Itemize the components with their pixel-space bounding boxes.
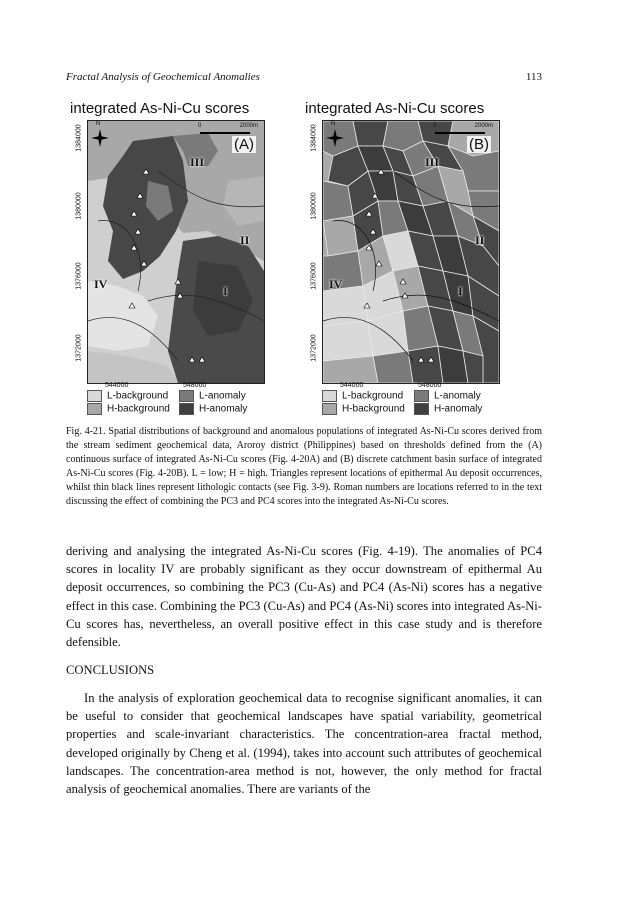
north-arrow-icon: N [91, 127, 109, 149]
y-tick-label: 1376000 [310, 262, 318, 290]
legend-item: H-anomaly [414, 403, 482, 415]
map-panel-a [65, 100, 265, 420]
y-tick-label: 1376000 [75, 262, 83, 290]
x-tick-label: 544000 [105, 382, 129, 389]
legend-item: L-anomaly [414, 390, 481, 402]
y-tick-label: 1372000 [310, 334, 318, 362]
legend-item: L-background [322, 390, 403, 402]
locality-label: IV [329, 277, 343, 291]
locality-label: III [190, 155, 205, 169]
running-title: Fractal Analysis of Geochemical Anomalies [66, 71, 260, 83]
locality-label: I [223, 284, 228, 298]
y-tick-label: 1384000 [75, 124, 83, 152]
x-tick-label: 548000 [418, 382, 442, 389]
panel-letter: (B) [469, 136, 489, 153]
map-title: integrated As-Ni-Cu scores [70, 100, 250, 117]
panel-letter: (A) [234, 136, 254, 153]
x-tick-label: 544000 [340, 382, 364, 389]
legend-item: L-anomaly [179, 390, 246, 402]
map-panel-b [300, 100, 500, 420]
continuous-surface-map [87, 120, 265, 384]
section-heading: CONCLUSIONS [66, 663, 155, 677]
figure-caption: Fig. 4-21. Spatial distributions of background and anomalous populations of integrated As-Ni-Cu scores derived from the stream sediment geochemical data, Aroroy district (Philippines) based on thresholds defined from the (A) continuous surface of integrated As-Ni-Cu scores (Fig. 4-20A) and (B) discrete catchment basin surface of integrated As-Ni-Cu scores (Fig. 4-20B). L = low; H = high. Triangles represent locations of epithermal Au deposit occurrences, whilst thin black lines represent lithologic contacts (see Fig. 3-9). Roman numbers are locations referred to in the text discussing the effect of combining the PC3 and PC4 scores into the integrated As-Ni-Cu scores. [66, 426, 542, 507]
legend-item: L-background [87, 390, 168, 402]
map-graphic-a [88, 121, 264, 383]
page-number: 113 [525, 71, 542, 83]
page-header [66, 71, 542, 87]
legend-item: H-background [322, 403, 405, 415]
catchment-basin-map [322, 120, 500, 384]
y-tick-label: 1384000 [310, 124, 318, 152]
body-paragraph: In the analysis of exploration geochemical data to recognise significant anomalies, it can be useful to consider that geochemical landscapes have spatial variability, geometrical properties and scale-invariant characteristics. The concentration-area fractal method, developed originally by Cheng et al. (1994), takes into account such attributes of geochemical landscapes. The concentration-area method is not, however, the only method for fractal analysis of geochemical anomalies. There are variants of the [66, 691, 542, 797]
locality-label: IV [94, 277, 108, 291]
y-tick-label: 1380000 [75, 192, 83, 220]
legend-item: H-anomaly [179, 403, 247, 415]
y-tick-label: 1380000 [310, 192, 318, 220]
locality-label: II [240, 233, 250, 247]
scale-bar: 0 2000m [198, 123, 258, 137]
scale-bar: 0 2000m [433, 123, 493, 137]
locality-label: II [475, 233, 485, 247]
north-arrow-icon: N [326, 127, 344, 149]
map-graphic-b [323, 121, 499, 383]
x-tick-label: 548000 [183, 382, 207, 389]
y-tick-label: 1372000 [75, 334, 83, 362]
legend-item: H-background [87, 403, 170, 415]
locality-label: I [458, 284, 463, 298]
map-title: integrated As-Ni-Cu scores [305, 100, 485, 117]
body-paragraph: deriving and analysing the integrated As-Ni-Cu scores (Fig. 4-19). The anomalies of PC4 scores in locality IV are probably significant as they occur downstream of epithermal Au deposit occurrences, so combining the PC3 (Cu-As) and PC4 (As-Ni) scores has a negative effect in this case. Combining the PC3 (Cu-As) and PC4 (As-Ni) scores into integrated As-Ni-Cu scores has, nevertheless, an overall positive effect in this case study and is therefore defensible. [66, 544, 542, 650]
locality-label: III [425, 155, 440, 169]
